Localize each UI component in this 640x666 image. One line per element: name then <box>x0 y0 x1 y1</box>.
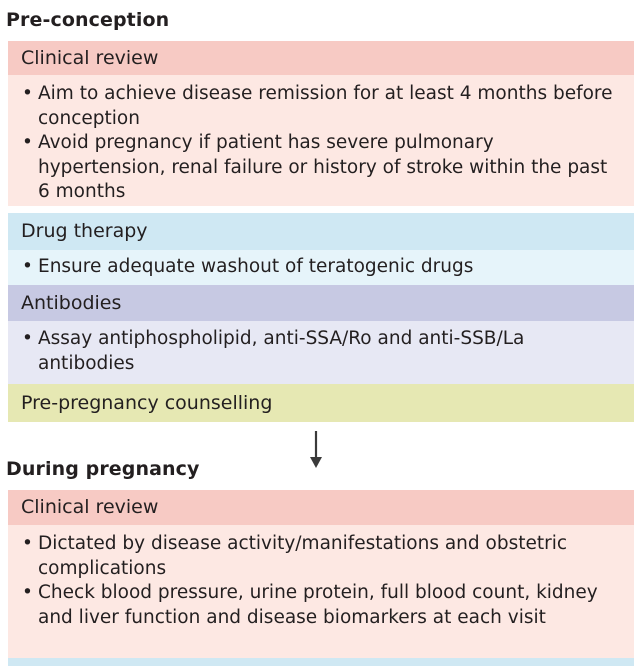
list-item <box>22 82 624 131</box>
bullet-text: Aim to achieve disease remission for at least 4 months before conception <box>38 83 613 129</box>
bullet-icon: • <box>22 83 33 104</box>
bullet-icon: • <box>22 256 33 277</box>
drug-therapy-body <box>8 250 634 285</box>
bullet-text: Dictated by disease activity/manifestations and obstetric complications <box>38 533 568 579</box>
list-item <box>22 327 624 376</box>
pregnancy-clinical-review-block <box>8 490 634 666</box>
antibodies-body <box>8 321 634 384</box>
pregnancy-title: During pregnancy <box>6 458 200 480</box>
preconception-clinical-review-header: Clinical review <box>8 41 634 75</box>
preconception-clinical-review-block <box>8 41 634 206</box>
pregnancy-clinical-review-body <box>8 525 634 666</box>
bullet-text: Assay antiphospholipid, anti-SSA/Ro and anti-SSB/La antibodies <box>38 328 525 374</box>
bullet-text: Check blood pressure, urine protein, full blood count, kidney and liver function and disease biomarkers at each visit <box>38 582 598 628</box>
counselling-header: Pre-pregnancy counselling <box>8 384 634 422</box>
counselling-block <box>8 384 634 422</box>
list-item <box>22 255 624 280</box>
list-item <box>22 532 624 581</box>
bullet-icon: • <box>22 582 33 603</box>
bullet-icon: • <box>22 328 33 349</box>
bullet-text: Avoid pregnancy if patient has severe pulmonary hypertension, renal failure or history of stroke within the past 6 months <box>38 132 608 202</box>
arrow-down-icon <box>306 430 326 470</box>
list-item <box>22 131 624 205</box>
bullet-icon: • <box>22 132 33 153</box>
antibodies-header: Antibodies <box>8 285 634 321</box>
preconception-clinical-review-body <box>8 75 634 206</box>
pregnancy-clinical-review-header: Clinical review <box>8 490 634 525</box>
drug-therapy-block <box>8 213 634 285</box>
bullet-text: Ensure adequate washout of teratogenic drugs <box>38 256 474 277</box>
preconception-title: Pre-conception <box>6 9 170 31</box>
bullet-icon: • <box>22 533 33 554</box>
list-item <box>22 581 624 630</box>
next-block-edge <box>8 658 634 666</box>
drug-therapy-header: Drug therapy <box>8 213 634 250</box>
antibodies-block <box>8 285 634 384</box>
